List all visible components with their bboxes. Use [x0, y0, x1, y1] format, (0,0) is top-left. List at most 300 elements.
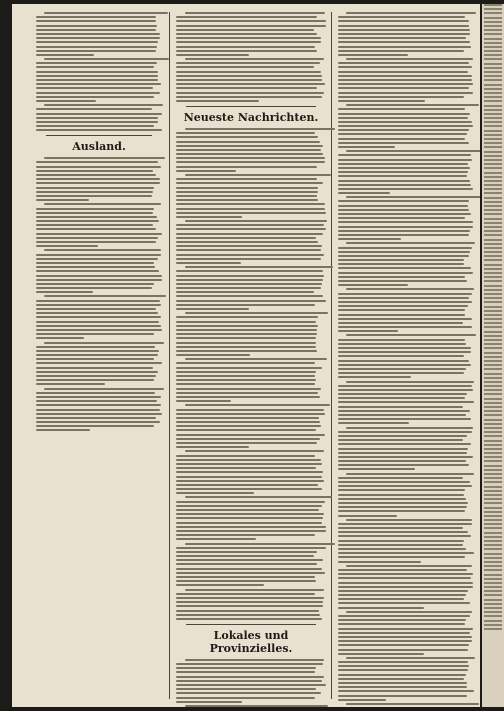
strip-text-line: [484, 553, 502, 555]
text-line: [176, 509, 319, 511]
text-line: [338, 649, 468, 651]
strip-text-line: [484, 611, 502, 613]
text-line: [44, 58, 170, 60]
strip-text-line: [484, 222, 502, 224]
text-line: [36, 87, 153, 89]
text-line: [36, 20, 156, 22]
text-line: [338, 96, 464, 98]
text-line: [338, 607, 424, 609]
text-line: [36, 237, 158, 239]
text-line: [176, 249, 321, 251]
text-line: [176, 157, 325, 159]
text-line: [176, 484, 318, 486]
strip-text-line: [484, 54, 502, 56]
strip-text-line: [484, 448, 502, 450]
text-line: [338, 615, 470, 617]
strip-text-line: [484, 272, 502, 274]
column-right: [338, 12, 474, 699]
text-line: [338, 209, 469, 211]
strip-text-line: [484, 410, 502, 412]
strip-text-line: [484, 322, 502, 324]
strip-text-line: [484, 109, 502, 111]
text-line: [338, 435, 467, 437]
text-line: [338, 506, 467, 508]
text-line: [176, 187, 318, 189]
text-line: [338, 33, 470, 35]
strip-text-line: [484, 381, 502, 383]
strip-text-line: [484, 511, 502, 513]
strip-text-line: [484, 276, 502, 278]
strip-text-line: [484, 201, 502, 203]
text-line: [338, 414, 466, 416]
text-line: [36, 258, 158, 260]
strip-text-line: [484, 21, 502, 23]
strip-text-line: [484, 331, 502, 333]
text-line: [36, 233, 162, 235]
text-line: [176, 501, 325, 503]
text-line: [36, 283, 154, 285]
text-line: [338, 180, 470, 182]
text-line: [36, 291, 93, 293]
text-line: [338, 238, 401, 240]
newspaper-page: [12, 4, 480, 707]
strip-text-line: [484, 477, 502, 479]
text-line: [338, 83, 473, 85]
text-line: [338, 527, 463, 529]
text-line: [338, 561, 421, 563]
text-line: [338, 695, 467, 697]
text-line: [338, 272, 473, 274]
text-line: [36, 228, 156, 230]
text-line: [176, 580, 316, 582]
text-line: [338, 385, 472, 387]
strip-text-line: [484, 79, 502, 81]
text-line: [338, 309, 465, 311]
text-line: [36, 41, 158, 43]
text-line: [338, 460, 466, 462]
strip-text-line: [484, 63, 502, 65]
text-line: [338, 163, 468, 165]
text-line: [176, 610, 319, 612]
adjacent-page-edge: [482, 4, 504, 707]
text-line: [176, 300, 326, 302]
strip-text-line: [484, 431, 502, 433]
text-line: [346, 334, 476, 336]
strip-text-line: [484, 548, 502, 550]
text-line: [36, 316, 161, 318]
text-line: [176, 37, 321, 39]
text-line: [36, 308, 156, 310]
text-line: [338, 192, 390, 194]
text-line: [36, 212, 153, 214]
text-line: [176, 701, 242, 703]
text-line: [36, 75, 158, 77]
text-line: [36, 350, 159, 352]
text-line: [338, 393, 467, 395]
text-line: [338, 422, 409, 424]
text-line: [346, 196, 480, 198]
text-line: [338, 573, 473, 575]
text-line: [176, 434, 325, 436]
text-line: [338, 678, 464, 680]
text-line: [36, 161, 158, 163]
text-line: [44, 203, 162, 205]
text-line: [338, 494, 464, 496]
text-line: [338, 368, 466, 370]
text-line: [176, 100, 259, 102]
strip-text-line: [484, 490, 502, 492]
text-line: [338, 339, 465, 341]
text-line: [338, 205, 468, 207]
text-line: [338, 154, 471, 156]
text-line: [176, 178, 317, 180]
text-line: [338, 343, 466, 345]
text-line: [36, 371, 158, 373]
text-line: [36, 178, 160, 180]
text-line: [338, 25, 469, 27]
text-line: [176, 29, 314, 31]
text-line: [176, 295, 323, 297]
strip-text-line: [484, 578, 502, 580]
strip-text-line: [484, 368, 502, 370]
text-line: [176, 304, 315, 306]
text-line: [36, 16, 156, 18]
text-line: [36, 46, 157, 48]
text-line: [176, 25, 326, 27]
strip-text-line: [484, 151, 502, 153]
text-line: [338, 87, 469, 89]
text-line: [176, 618, 322, 620]
strip-text-line: [484, 285, 502, 287]
text-line: [176, 350, 317, 352]
text-line: [36, 270, 159, 272]
text-line: [176, 245, 322, 247]
text-line: [36, 241, 156, 243]
strip-text-line: [484, 12, 502, 14]
strip-text-line: [484, 268, 502, 270]
text-line: [176, 287, 321, 289]
text-line: [176, 46, 315, 48]
text-line: [36, 129, 162, 131]
text-line: [338, 159, 472, 161]
strip-text-line: [484, 527, 502, 529]
text-line: [176, 555, 314, 557]
text-line: [338, 489, 465, 491]
text-line: [338, 619, 466, 621]
strip-text-line: [484, 310, 502, 312]
text-line: [346, 288, 474, 290]
text-line: [176, 208, 325, 210]
text-line: [176, 459, 321, 461]
text-line: [176, 534, 315, 536]
text-line: [44, 388, 165, 390]
strip-text-line: [484, 486, 502, 488]
text-line: [36, 33, 160, 35]
text-line: [176, 530, 326, 532]
text-line: [176, 166, 317, 168]
strip-text-line: [484, 628, 502, 630]
strip-text-line: [484, 402, 502, 404]
strip-text-line: [484, 146, 502, 148]
text-line: [176, 145, 323, 147]
text-line: [176, 614, 320, 616]
strip-text-line: [484, 427, 502, 429]
text-line: [338, 510, 465, 512]
text-line: [176, 79, 322, 81]
text-line: [176, 279, 323, 281]
strip-text-line: [484, 574, 502, 576]
text-line: [176, 191, 318, 193]
text-line: [176, 136, 318, 138]
text-line: [36, 113, 162, 115]
strip-text-line: [484, 423, 502, 425]
text-line: [176, 563, 317, 565]
text-line: [338, 259, 464, 261]
column-rule: [169, 12, 170, 699]
text-line: [338, 590, 468, 592]
strip-text-line: [484, 230, 502, 232]
text-line: [36, 25, 157, 27]
strip-text-line: [484, 243, 502, 245]
text-line: [176, 400, 231, 402]
text-line: [338, 355, 464, 357]
text-line: [176, 379, 316, 381]
text-line: [185, 543, 335, 545]
strip-text-line: [484, 92, 502, 94]
text-line: [185, 659, 324, 661]
strip-text-line: [484, 356, 502, 358]
text-line: [338, 653, 424, 655]
text-line: [36, 279, 162, 281]
text-line: [176, 425, 321, 427]
text-line: [346, 242, 474, 244]
text-line: [346, 565, 472, 567]
text-line: [176, 488, 322, 490]
strip-text-line: [484, 419, 502, 421]
strip-text-line: [484, 352, 502, 354]
text-line: [338, 456, 473, 458]
text-line: [176, 212, 326, 214]
section-rule: [46, 135, 152, 136]
strip-text-line: [484, 38, 502, 40]
strip-text-line: [484, 460, 502, 462]
text-line: [338, 263, 464, 265]
text-line: [176, 692, 321, 694]
text-line: [176, 228, 326, 230]
text-line: [338, 498, 466, 500]
strip-text-line: [484, 440, 502, 442]
text-line: [338, 284, 408, 286]
strip-text-line: [484, 306, 502, 308]
text-line: [338, 531, 468, 533]
strip-text-line: [484, 582, 502, 584]
text-line: [176, 409, 324, 411]
column-left: [36, 12, 162, 699]
text-line: [36, 329, 162, 331]
text-line: [338, 305, 468, 307]
text-line: [36, 191, 153, 193]
text-line: [338, 221, 473, 223]
strip-text-line: [484, 96, 502, 98]
strip-text-line: [484, 557, 502, 559]
text-line: [338, 330, 398, 332]
strip-text-line: [484, 46, 502, 48]
strip-text-line: [484, 71, 502, 73]
strip-text-line: [484, 590, 502, 592]
text-line: [338, 230, 470, 232]
strip-text-line: [484, 360, 502, 362]
text-line: [185, 128, 335, 130]
text-line: [44, 249, 162, 251]
text-line: [346, 611, 472, 613]
text-line: [44, 12, 169, 14]
text-line: [338, 661, 468, 663]
text-line: [36, 54, 94, 56]
text-line: [36, 358, 154, 360]
text-line: [176, 346, 316, 348]
text-line: [338, 318, 472, 320]
strip-text-line: [484, 615, 502, 617]
text-line: [338, 46, 471, 48]
text-line: [176, 446, 249, 448]
text-line: [36, 199, 89, 201]
strip-text-line: [484, 494, 502, 496]
text-line: [338, 439, 463, 441]
text-line: [36, 254, 161, 256]
text-line: [36, 208, 154, 210]
text-line: [338, 125, 473, 127]
text-line: [36, 170, 153, 172]
text-line: [176, 584, 264, 586]
text-line: [346, 519, 472, 521]
strip-text-line: [484, 335, 502, 337]
text-line: [338, 443, 471, 445]
text-line: [36, 108, 152, 110]
strip-text-line: [484, 259, 502, 261]
text-line: [36, 195, 152, 197]
text-line: [36, 275, 162, 277]
strip-text-line: [484, 532, 502, 534]
text-line: [36, 300, 160, 302]
text-line: [338, 523, 472, 525]
text-line: [346, 58, 473, 60]
text-line: [176, 383, 315, 385]
text-line: [176, 141, 320, 143]
strip-text-line: [484, 569, 502, 571]
text-line: [338, 62, 469, 64]
text-line: [338, 184, 471, 186]
strip-text-line: [484, 67, 502, 69]
text-line: [185, 220, 327, 222]
strip-text-line: [484, 264, 502, 266]
text-line: [36, 392, 155, 394]
text-line: [176, 688, 316, 690]
strip-text-line: [484, 498, 502, 500]
strip-text-line: [484, 184, 502, 186]
text-line: [36, 379, 154, 381]
strip-text-line: [484, 130, 502, 132]
text-line: [338, 267, 471, 269]
strip-text-line: [484, 209, 502, 211]
text-line: [36, 125, 154, 127]
section-heading: Neueste Nachrichten.: [183, 110, 319, 124]
text-line: [338, 594, 466, 596]
text-line: [338, 464, 469, 466]
text-line: [176, 54, 249, 56]
text-line: [346, 381, 474, 383]
text-line: [338, 66, 472, 68]
strip-text-line: [484, 481, 502, 483]
strip-text-line: [484, 218, 502, 220]
text-line: [36, 220, 159, 222]
text-line: [176, 71, 321, 73]
text-line: [176, 66, 314, 68]
strip-text-line: [484, 280, 502, 282]
strip-text-line: [484, 607, 502, 609]
text-line: [338, 548, 466, 550]
strip-text-line: [484, 347, 502, 349]
text-line: [338, 544, 463, 546]
text-line: [338, 146, 395, 148]
text-line: [176, 526, 326, 528]
text-line: [176, 513, 324, 515]
strip-text-line: [484, 594, 502, 596]
section-rule: [186, 624, 316, 625]
strip-text-line: [484, 113, 502, 115]
strip-text-line: [484, 624, 502, 626]
text-line: [176, 83, 325, 85]
text-line: [176, 375, 315, 377]
text-line: [36, 96, 154, 98]
strip-text-line: [484, 502, 502, 504]
strip-text-line: [484, 159, 502, 161]
text-line: [338, 280, 467, 282]
text-line: [176, 568, 322, 570]
strip-text-line: [484, 456, 502, 458]
text-line: [338, 556, 465, 558]
text-line: [176, 329, 317, 331]
text-line: [176, 601, 323, 603]
text-line: [338, 326, 472, 328]
text-line: [185, 312, 328, 314]
text-line: [338, 481, 470, 483]
text-line: [36, 174, 156, 176]
strip-text-line: [484, 540, 502, 542]
text-line: [36, 166, 161, 168]
text-line: [176, 417, 319, 419]
text-line: [338, 636, 472, 638]
strip-text-line: [484, 234, 502, 236]
text-line: [338, 121, 472, 123]
text-line: [176, 33, 317, 35]
text-line: [338, 301, 472, 303]
text-line: [176, 605, 323, 607]
text-line: [338, 690, 474, 692]
text-line: [338, 16, 465, 18]
text-line: [176, 170, 236, 172]
strip-text-line: [484, 364, 502, 366]
text-line: [338, 138, 465, 140]
text-line: [176, 438, 320, 440]
strip-text-line: [484, 205, 502, 207]
text-line: [176, 676, 324, 678]
strip-text-line: [484, 515, 502, 517]
text-line: [176, 224, 324, 226]
text-line: [36, 396, 161, 398]
strip-text-line: [484, 213, 502, 215]
text-line: [176, 480, 324, 482]
text-line: [176, 671, 315, 673]
